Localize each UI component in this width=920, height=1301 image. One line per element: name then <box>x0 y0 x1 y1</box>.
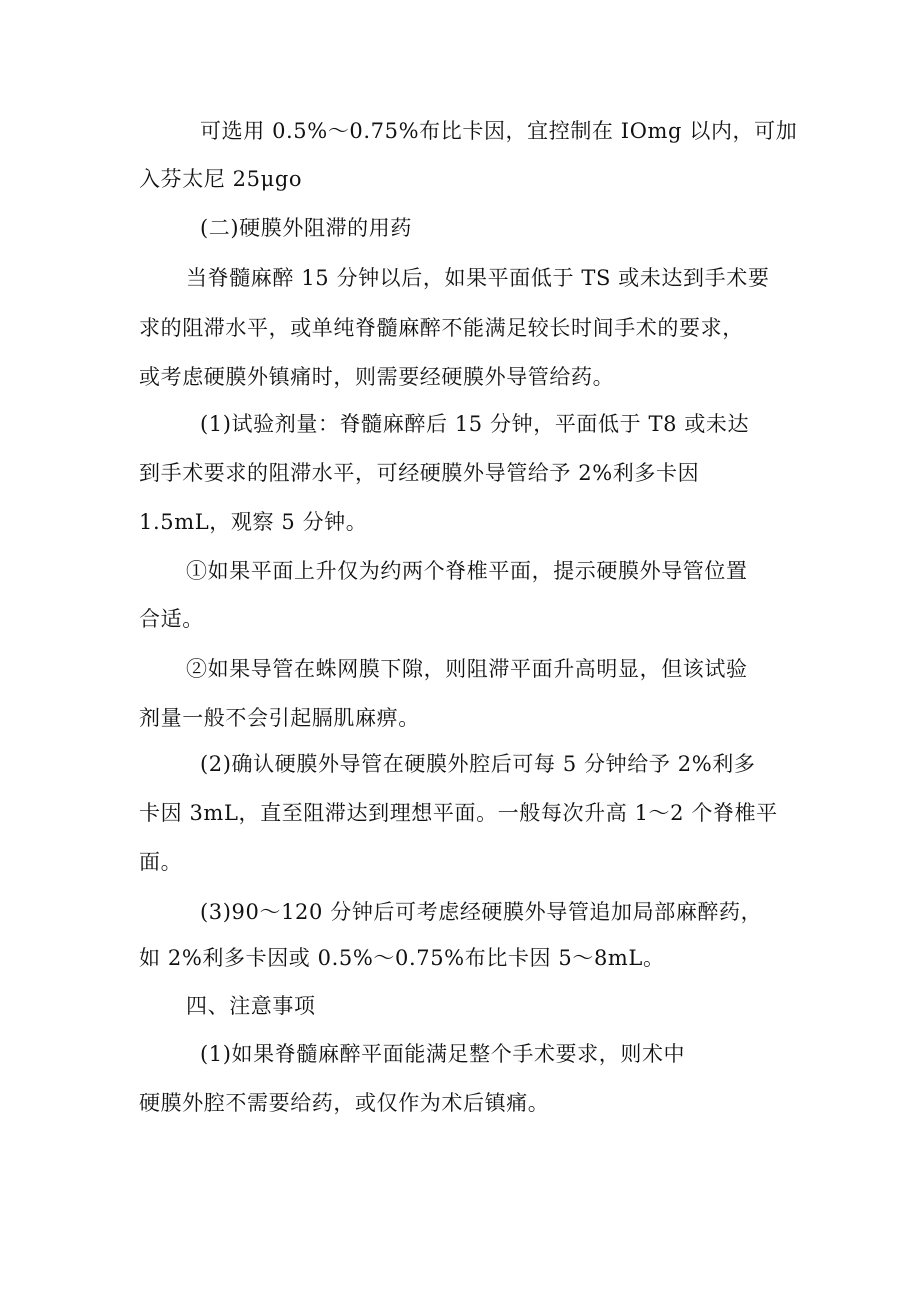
text-line: ②如果导管在蛛网膜下隙，则阻滞平面升高明显，但该试验 <box>186 657 748 681</box>
text-line: 合适。 <box>139 607 204 631</box>
text-line: 卡因 3mL，直至阻滞达到理想平面。一般每次升高 1～2 个脊椎平 <box>139 801 778 825</box>
text-line: 入芬太尼 25μgo <box>139 167 303 191</box>
text-line: (1)如果脊髓麻醉平面能满足整个手术要求，则术中 <box>200 1042 686 1066</box>
text-line: 1.5mL，观察 5 分钟。 <box>139 510 368 534</box>
text-line: 如 2%利多卡因或 0.5%～0.75%布比卡因 5～8mL。 <box>139 946 665 970</box>
text-line: 当脊髓麻醉 15 分钟以后，如果平面低于 TS 或未达到手术要 <box>186 266 770 290</box>
text-line: 面。 <box>139 850 183 874</box>
text-line: (3)90～120 分钟后可考虑经硬膜外导管追加局部麻醉药， <box>200 900 763 924</box>
section-heading: 四、注意事项 <box>186 994 316 1018</box>
text-line: 求的阻滞水平，或单纯脊髓麻醉不能满足较长时间手术的要求， <box>139 316 744 340</box>
text-line: 硬膜外腔不需要给药，或仅作为术后镇痛。 <box>139 1091 550 1115</box>
text-line: 可选用 0.5%～0.75%布比卡因，宜控制在 IOmg 以内，可加 <box>200 119 798 143</box>
text-line: ①如果平面上升仅为约两个脊椎平面，提示硬膜外导管位置 <box>186 559 748 583</box>
text-line: 或考虑硬膜外镇痛时，则需要经硬膜外导管给药。 <box>139 365 615 389</box>
text-line: 剂量一般不会引起膈肌麻痹。 <box>139 706 420 730</box>
text-line: (1)试验剂量：脊髓麻醉后 15 分钟，平面低于 T8 或未达 <box>200 412 750 436</box>
text-line: 到手术要求的阻滞水平，可经硬膜外导管给予 2%利多卡因 <box>139 461 700 485</box>
section-heading: (二)硬膜外阻滞的用药 <box>200 216 412 240</box>
text-line: (2)确认硬膜外导管在硬膜外腔后可每 5 分钟给予 2%利多 <box>200 752 756 776</box>
